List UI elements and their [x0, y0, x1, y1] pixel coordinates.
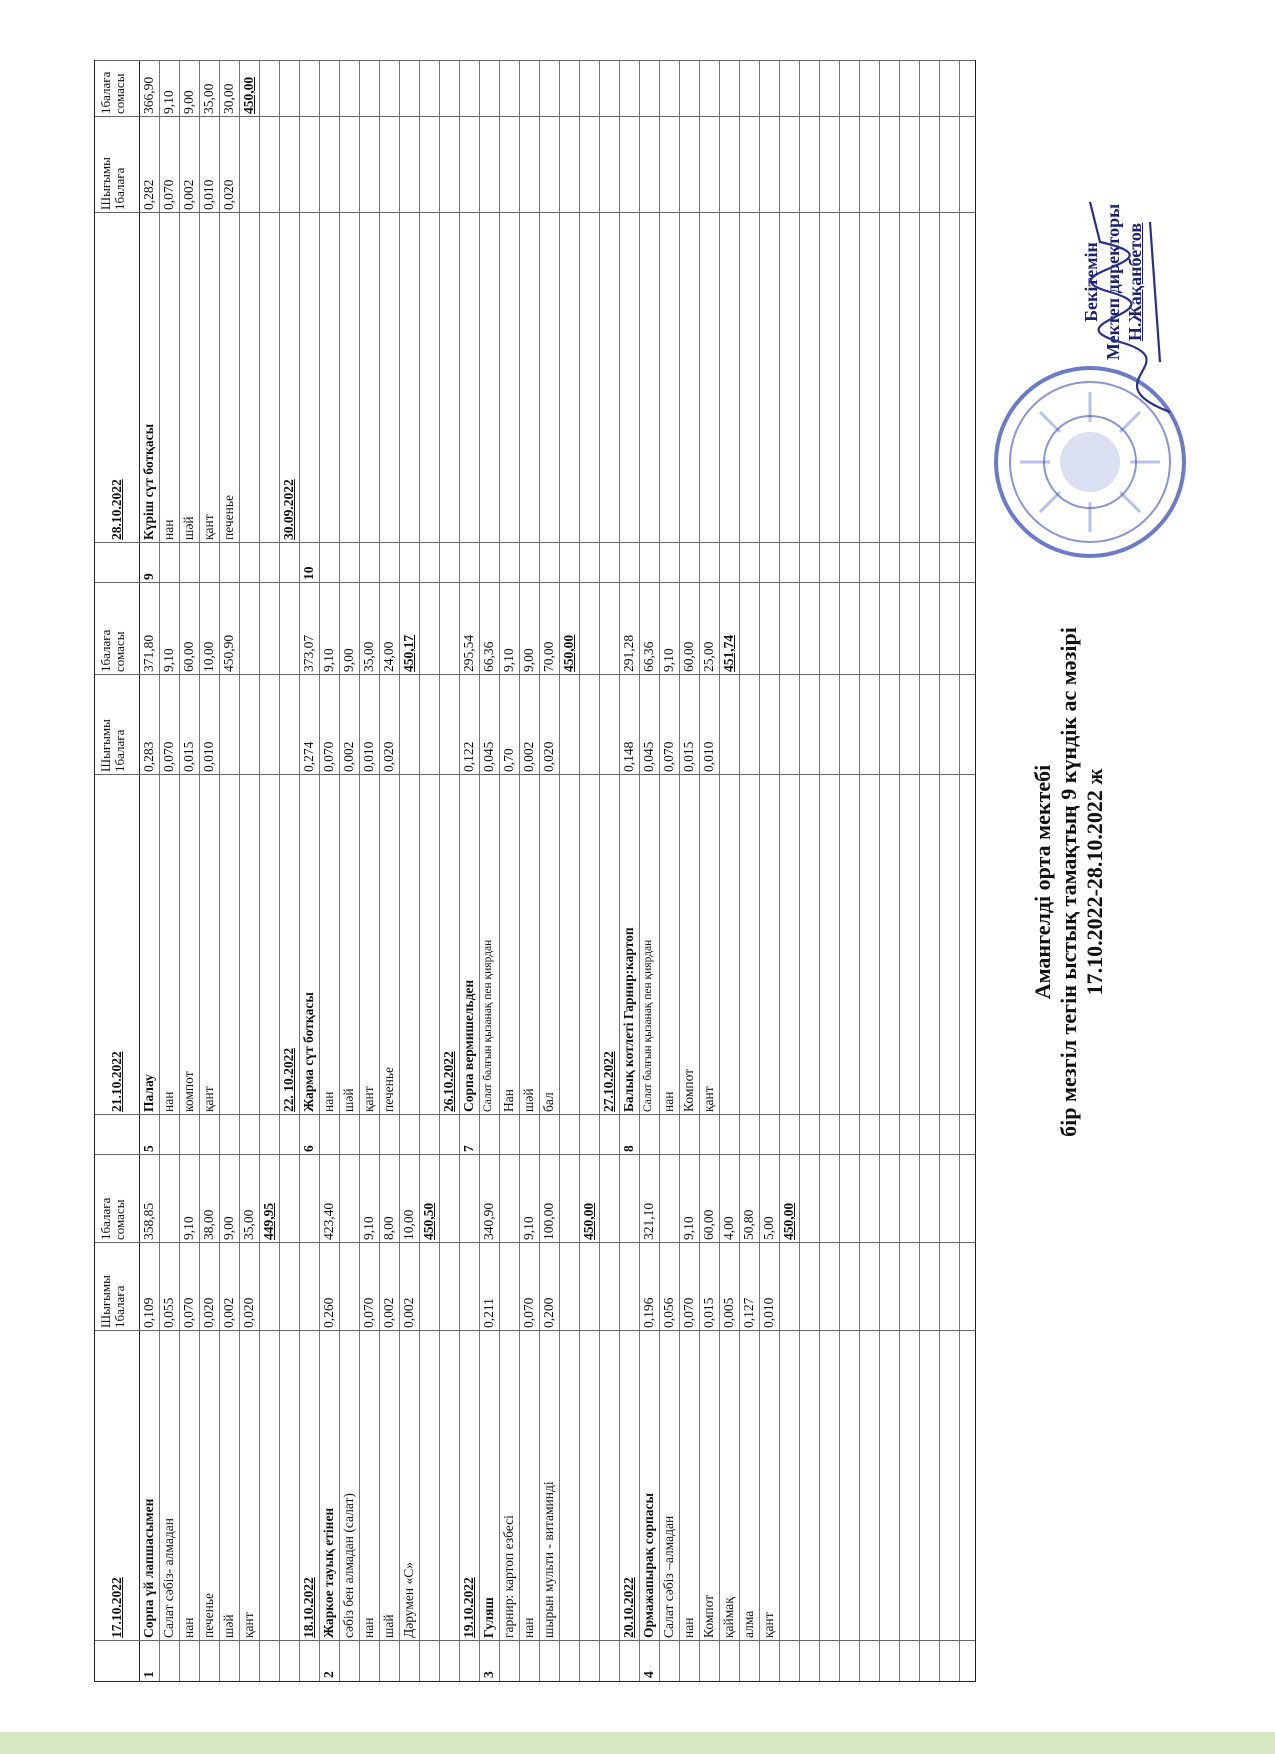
item-sum: 5,00 — [761, 1216, 776, 1240]
header-sum: 1балаға сомасы — [98, 1197, 127, 1240]
item-name: печенье — [201, 1592, 216, 1638]
item-name: нан — [161, 519, 176, 540]
dish-sum: 423,40 — [321, 1202, 336, 1240]
item-qty: 0,005 — [721, 1297, 736, 1328]
item-qty: 0,002 — [221, 1297, 236, 1328]
item-qty: 0,015 — [681, 741, 696, 772]
item-qty: 0,045 — [641, 741, 656, 772]
item-qty: 0,002 — [341, 741, 356, 772]
day-date: 28.10.2022 — [109, 479, 124, 540]
item-name: қант — [201, 1086, 216, 1112]
dish-sum: 358,85 — [141, 1202, 156, 1240]
day-number: 8 — [621, 1145, 636, 1152]
item-qty: 0,010 — [201, 179, 216, 210]
item-name: нан — [521, 1617, 536, 1638]
item-sum: 9,10 — [681, 1216, 696, 1240]
item-sum: 9,00 — [181, 90, 196, 114]
item-sum: 35,00 — [241, 1209, 256, 1240]
day-date: 19.10.2022 — [461, 1577, 476, 1638]
item-name: нан — [361, 1617, 376, 1638]
item-sum: 9,00 — [221, 1216, 236, 1240]
header-qty: Шығымы 1балаға — [98, 1275, 127, 1328]
item-name: қант — [201, 514, 216, 540]
dish-sum: 321,10 — [641, 1202, 656, 1240]
item-sum: 50,80 — [741, 1209, 756, 1240]
header-sum: 1балаға сомасы — [98, 629, 127, 672]
dish-qty: 0,211 — [481, 1298, 496, 1328]
item-sum: 30,00 — [221, 83, 236, 114]
dish-name: Гуляш — [481, 1597, 496, 1638]
item-qty: 0,015 — [701, 1297, 716, 1328]
item-qty: 0,070 — [681, 1297, 696, 1328]
dish-qty: 0,283 — [141, 741, 156, 772]
item-name: қант — [701, 1086, 716, 1112]
item-name: Салат балғын қызанақ пен қиярдан — [642, 939, 654, 1112]
item-name: шәй — [221, 1614, 236, 1638]
item-qty: 0,020 — [541, 741, 556, 772]
item-name: қант — [361, 1086, 376, 1112]
day-total: 450,00 — [581, 1202, 596, 1240]
day-total: 450,17 — [401, 634, 416, 672]
item-sum: 9,10 — [161, 90, 176, 114]
item-qty: 0,045 — [481, 741, 496, 772]
item-qty: 0,070 — [361, 1297, 376, 1328]
item-name: компот — [181, 1071, 196, 1112]
dish-name: Сорпа вермишельден — [461, 979, 476, 1112]
item-qty: 0,020 — [381, 741, 396, 772]
item-name: Салат балғын қызанақ пен қиярдан — [482, 939, 494, 1112]
day-date: 17.10.2022 — [109, 1577, 124, 1638]
header-qty: Шығымы 1балаға — [98, 719, 127, 772]
day-number: 9 — [141, 573, 156, 580]
day-total: 450,00 — [561, 634, 576, 672]
header-sum: 1балаға сомасы — [98, 71, 127, 114]
day-number: 1 — [141, 1671, 156, 1678]
dish-name: Палау — [141, 1074, 156, 1112]
item-name: алма — [741, 1610, 756, 1638]
item-name: печенье — [221, 494, 236, 540]
day-date: 30.09.2022 — [281, 479, 296, 540]
item-name: нан — [661, 1091, 676, 1112]
item-qty: 0,002 — [381, 1297, 396, 1328]
item-sum: 9,10 — [321, 648, 336, 672]
day-date: 26.10.2022 — [441, 1051, 456, 1112]
item-sum: 70,00 — [541, 641, 556, 672]
item-sum: 35,00 — [201, 83, 216, 114]
item-name: печенье — [381, 1066, 396, 1112]
item-name: шай — [381, 1614, 396, 1638]
header-qty: Шығымы 1балаға — [98, 157, 127, 210]
item-qty: 0,070 — [161, 741, 176, 772]
item-sum: 8,00 — [381, 1216, 396, 1240]
item-sum: 66,36 — [641, 641, 656, 672]
dish-qty: 0,260 — [321, 1297, 336, 1328]
item-qty: 0,002 — [401, 1297, 416, 1328]
dish-name: Балық котлеті Гарнир:картоп — [621, 927, 636, 1112]
dish-sum: 295,54 — [461, 634, 476, 672]
menu-table — [94, 60, 976, 1682]
dish-name: Сорпа үй лапшасымен — [141, 1498, 156, 1638]
item-qty: 0,070 — [321, 741, 336, 772]
dish-sum: 371,80 — [141, 634, 156, 672]
item-qty: 0,200 — [541, 1297, 556, 1328]
scan-bottom-strip — [0, 1732, 1275, 1754]
item-name: нан — [161, 1091, 176, 1112]
dish-qty: 0,196 — [641, 1297, 656, 1328]
table-column-line — [95, 1640, 975, 1681]
dish-name: Ормажапырақ сорпасы — [641, 1492, 656, 1638]
item-qty: 0,70 — [501, 748, 516, 772]
item-sum: 100,00 — [541, 1202, 556, 1240]
item-name: нан — [181, 1617, 196, 1638]
item-sum: 35,00 — [361, 641, 376, 672]
item-name: Дәрумен «С» — [401, 1562, 416, 1638]
item-qty: 0,010 — [701, 741, 716, 772]
item-name: нан — [321, 1091, 336, 1112]
title-line-1: Амангелді орта мектебі — [1030, 764, 1055, 1000]
day-date: 21.10.2022 — [109, 1051, 124, 1112]
item-sum: 450,90 — [221, 634, 236, 672]
day-date: 22. 10.2022 — [281, 1047, 296, 1112]
day-number: 6 — [301, 1145, 316, 1152]
item-sum: 60,00 — [181, 641, 196, 672]
day-number: 3 — [481, 1671, 496, 1678]
rotated-document — [30, 42, 1230, 1722]
dish-qty: 0,148 — [621, 741, 636, 772]
dish-qty: 0,122 — [461, 741, 476, 772]
item-sum: 60,00 — [681, 641, 696, 672]
item-qty: 0,020 — [241, 1297, 256, 1328]
item-sum: 9,00 — [521, 648, 536, 672]
item-sum: 9,10 — [181, 1216, 196, 1240]
item-name: Салат сәбіз- алмадан — [161, 1518, 176, 1638]
approval-line-3: Н.Жақанбетов — [1125, 222, 1145, 342]
day-number: 2 — [321, 1671, 336, 1678]
title-line-2: бір мезгіл тегін ыстық тамақтың 9 күндік ас мәзірі — [1056, 627, 1081, 1137]
day-total: 450,00 — [781, 1202, 796, 1240]
item-qty: 0,056 — [661, 1297, 676, 1328]
item-sum: 38,00 — [201, 1209, 216, 1240]
item-qty: 0,070 — [181, 1297, 196, 1328]
item-name: шырын мульти - витаминді — [541, 1481, 556, 1638]
item-sum: 10,00 — [201, 641, 216, 672]
table-column-line — [95, 542, 975, 583]
approval-line-1: Бекітемін — [1081, 242, 1101, 322]
item-name: гарнир: картоп езбесі — [501, 1515, 516, 1638]
day-total: 451,74 — [721, 634, 736, 672]
item-name: бал — [541, 1092, 556, 1112]
dish-qty: 0,274 — [301, 741, 316, 772]
item-name: сәбіз бен алмадан (салат) — [341, 1493, 356, 1638]
day-number: 5 — [141, 1145, 156, 1152]
item-name: қант — [241, 1612, 256, 1638]
item-name: шәй — [341, 1088, 356, 1112]
day-number: 4 — [641, 1671, 656, 1678]
item-qty: 0,010 — [201, 741, 216, 772]
item-name: қаймақ — [721, 1597, 736, 1638]
day-date: 20.10.2022 — [621, 1577, 636, 1638]
item-sum: 9,10 — [661, 648, 676, 672]
item-qty: 0,055 — [161, 1297, 176, 1328]
item-qty: 0,070 — [161, 179, 176, 210]
item-sum: 9,00 — [341, 648, 356, 672]
item-sum: 66,36 — [481, 641, 496, 672]
dish-sum: 373,07 — [301, 634, 316, 672]
day-number: 10 — [301, 566, 316, 580]
item-name: Компот — [681, 1068, 696, 1112]
item-qty: 0,010 — [761, 1297, 776, 1328]
dish-name: Жарма сүт ботқасы — [301, 992, 316, 1112]
item-name: Салат сәбіз –алмадан — [661, 1515, 676, 1638]
item-qty: 0,020 — [221, 179, 236, 210]
item-sum: 24,00 — [381, 641, 396, 672]
item-sum: 4,00 — [721, 1216, 736, 1240]
dish-name: Жаркое тауық етінен — [321, 1507, 336, 1638]
item-qty: 0,070 — [661, 741, 676, 772]
day-total: 450,00 — [241, 76, 256, 114]
day-number: 7 — [461, 1145, 476, 1152]
dish-sum: 340,90 — [481, 1202, 496, 1240]
day-date: 27.10.2022 — [601, 1051, 616, 1112]
dish-sum: 291,28 — [621, 634, 636, 672]
day-total: 450,50 — [421, 1202, 436, 1240]
item-qty: 0,002 — [181, 179, 196, 210]
item-name: Нан — [501, 1089, 516, 1112]
item-qty: 0,002 — [521, 741, 536, 772]
item-qty: 0,020 — [201, 1297, 216, 1328]
director-signature — [1070, 192, 1210, 422]
item-name: қант — [761, 1612, 776, 1638]
item-sum: 9,10 — [521, 1216, 536, 1240]
dish-qty: 0,282 — [141, 179, 156, 210]
item-qty: 0,127 — [741, 1297, 756, 1328]
title-line-3: 17.10.2022-28.10.2022 ж — [1082, 768, 1107, 996]
item-sum: 9,10 — [501, 648, 516, 672]
approval-line-2: Мектеп директоры — [1103, 203, 1123, 361]
item-sum: 25,00 — [701, 641, 716, 672]
dish-qty: 0,109 — [141, 1297, 156, 1328]
dish-name: Күріш сүт ботқасы — [141, 423, 156, 540]
day-date: 18.10.2022 — [301, 1577, 316, 1638]
item-sum: 9,10 — [161, 648, 176, 672]
item-qty: 0,010 — [361, 741, 376, 772]
item-qty: 0,015 — [181, 741, 196, 772]
item-name: Компот — [701, 1594, 716, 1638]
item-qty: 0,070 — [521, 1297, 536, 1328]
item-sum: 10,00 — [401, 1209, 416, 1240]
dish-sum: 366,90 — [141, 76, 156, 114]
item-sum: 9,10 — [361, 1216, 376, 1240]
table-column-line — [95, 1114, 975, 1155]
item-name: шәй — [181, 516, 196, 540]
item-name: шәй — [521, 1088, 536, 1112]
item-sum: 60,00 — [701, 1209, 716, 1240]
day-total: 449,95 — [261, 1202, 276, 1240]
item-name: нан — [681, 1617, 696, 1638]
